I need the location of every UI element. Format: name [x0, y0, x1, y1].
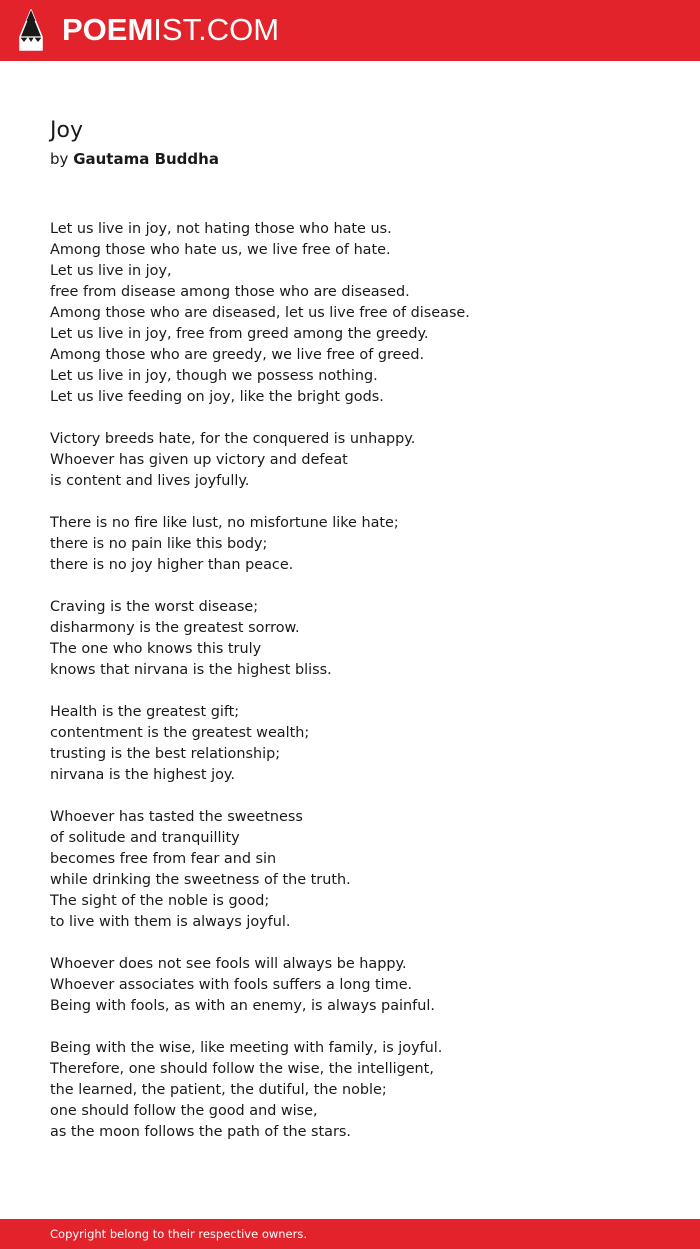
poem-line: Among those who are greedy, we live free of greed.: [50, 347, 425, 363]
site-logo-link[interactable]: [18, 9, 279, 51]
logo-text-light: IST.COM: [153, 12, 280, 47]
poem-line: Whoever associates with fools suffers a long time.: [50, 977, 413, 993]
stanza-gap: [50, 408, 670, 429]
logo-text-bold: POEM: [62, 12, 154, 47]
stanza-gap: [50, 1017, 670, 1038]
poem-line: to live with them is always joyful.: [50, 914, 291, 930]
poem-line: The sight of the noble is good;: [50, 893, 270, 909]
poem-line: there is no pain like this body;: [50, 536, 268, 552]
poem-stanza: [50, 597, 670, 681]
by-label: by: [50, 150, 69, 168]
poem-line: one should follow the good and wise,: [50, 1103, 318, 1119]
stanza-gap: [50, 576, 670, 597]
poem-line: Being with fools, as with an enemy, is always painful.: [50, 998, 435, 1014]
poem-stanza: [50, 954, 670, 1017]
poem-line: nirvana is the highest joy.: [50, 767, 235, 783]
poem-line: Craving is the worst disease;: [50, 599, 259, 615]
poem-author: Gautama Buddha: [73, 150, 219, 168]
stanza-gap: [50, 933, 670, 954]
poem-line: Whoever has given up victory and defeat: [50, 452, 348, 468]
poem-line: Victory breeds hate, for the conquered is unhappy.: [50, 431, 416, 447]
poem-line: while drinking the sweetness of the truth.: [50, 872, 351, 888]
copyright-text: Copyright belong to their respective owners.: [50, 1227, 308, 1241]
poem-line: Let us live in joy,: [50, 263, 172, 279]
poem-line: Whoever does not see fools will always be happy.: [50, 956, 407, 972]
poem-line: Let us live feeding on joy, like the bright gods.: [50, 389, 384, 405]
poem-line: Whoever has tasted the sweetness: [50, 809, 303, 825]
site-header: [0, 0, 700, 61]
poem-line: the learned, the patient, the dutiful, the noble;: [50, 1082, 387, 1098]
poem-line: Let us live in joy, not hating those who hate us.: [50, 221, 392, 237]
poem-title: Joy: [50, 118, 83, 143]
poem-stanza: [50, 219, 670, 408]
stanza-gap: [50, 786, 670, 807]
poem-line: Among those who are diseased, let us live free of disease.: [50, 305, 470, 321]
poem-stanza: [50, 702, 670, 786]
poem-line: Health is the greatest gift;: [50, 704, 240, 720]
poem-stanza: [50, 1038, 670, 1143]
poem-line: The one who knows this truly: [50, 641, 262, 657]
poem-line: There is no fire like lust, no misfortune like hate;: [50, 515, 399, 531]
poem-stanza: [50, 429, 670, 492]
poem-line: becomes free from fear and sin: [50, 851, 277, 867]
poem-byline: [50, 148, 219, 170]
poem-line: knows that nirvana is the highest bliss.: [50, 662, 332, 678]
pencil-tip-icon: [18, 9, 44, 51]
poem-line: Being with the wise, like meeting with family, is joyful.: [50, 1040, 443, 1056]
poem-line: disharmony is the greatest sorrow.: [50, 620, 300, 636]
poem-line: there is no joy higher than peace.: [50, 557, 294, 573]
poem-line: as the moon follows the path of the stars.: [50, 1124, 351, 1140]
poem-line: contentment is the greatest wealth;: [50, 725, 310, 741]
poem-stanza: [50, 807, 670, 933]
poem-body: [50, 219, 670, 1143]
poem-line: trusting is the best relationship;: [50, 746, 281, 762]
poem-line: free from disease among those who are diseased.: [50, 284, 410, 300]
stanza-gap: [50, 681, 670, 702]
poem-stanza: [50, 513, 670, 576]
poem-line: is content and lives joyfully.: [50, 473, 250, 489]
poem-line: Let us live in joy, free from greed among the greedy.: [50, 326, 429, 342]
site-footer: [0, 1219, 700, 1249]
stanza-gap: [50, 492, 670, 513]
poem-line: Let us live in joy, though we possess nothing.: [50, 368, 378, 384]
site-logo-text: [62, 9, 279, 51]
poem-line: of solitude and tranquillity: [50, 830, 240, 846]
poem-line: Therefore, one should follow the wise, the intelligent,: [50, 1061, 434, 1077]
poem-line: Among those who hate us, we live free of hate.: [50, 242, 391, 258]
